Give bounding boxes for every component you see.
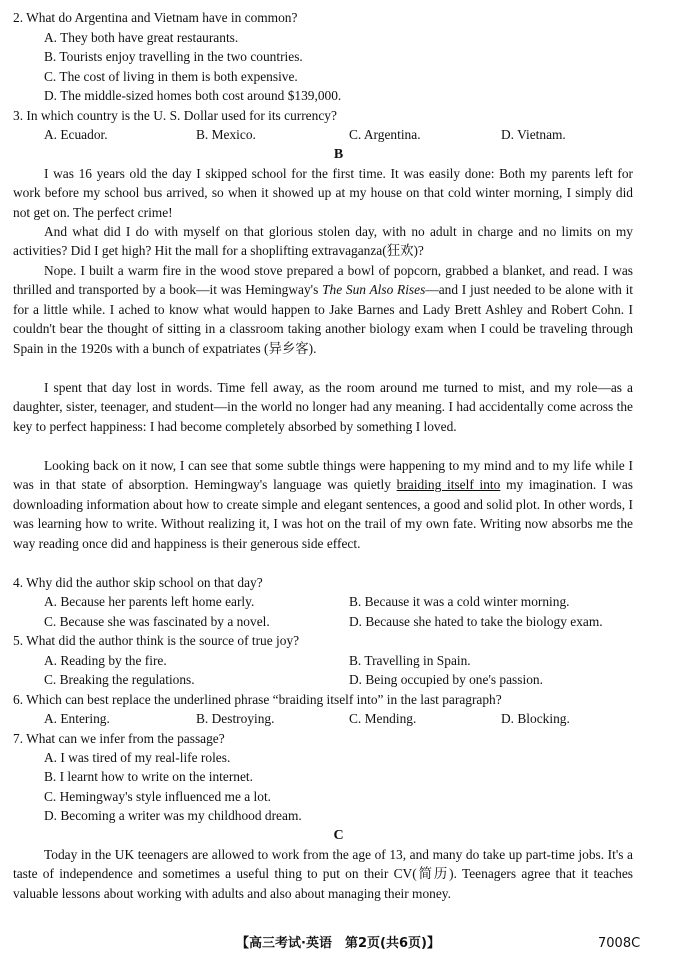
underlined-phrase: braiding itself into (396, 477, 501, 493)
passage-b-paragraph-5 (13, 456, 633, 573)
q4-option-b: B. Because it was a cold winter morning. (349, 594, 570, 609)
q6-option-a: A. Entering. (44, 711, 110, 726)
paragraph-text: And what did I do with myself on that glorious stolen day, with no adult in charge and no limits on my activities? Did I get high? Hit the mall for a shoplifting extravaganza(狂欢)? (13, 224, 633, 259)
passage-b-paragraph-1 (13, 164, 633, 222)
q5-option-a: A. Reading by the fire. (44, 653, 167, 668)
paragraph-text: I spent that day lost in words. Time fell away, as the room around me turned to mist, and my role—as a daughter, sister, teenager, and student—in the world no longer had any meaning. I had accidentally come across the key to perfect happiness: I had become completely absorbed by something I loved. (13, 380, 633, 434)
book-title: The Sun Also Rises (322, 282, 426, 298)
q3-option-a: A. Ecuador. (44, 127, 108, 142)
page-footer-label: 【高三考试·英语 第2页(共6页)】 (236, 936, 440, 951)
q2-option-b: B. Tourists enjoy travelling in the two countries. (44, 49, 303, 64)
q5-option-d: D. Being occupied by one's passion. (349, 672, 543, 687)
q2-option-d: D. The middle-sized homes both cost around $139,000. (44, 88, 342, 103)
passage-b-paragraph-3 (13, 261, 633, 378)
q6-option-c: C. Mending. (349, 711, 417, 726)
q7-option-b: B. I learnt how to write on the internet. (44, 769, 253, 784)
question-6-stem: 6. Which can best replace the underlined phrase “braiding itself into” in the last paragraph? (13, 692, 502, 707)
q4-option-c: C. Because she was fascinated by a novel. (44, 614, 270, 629)
q5-option-b: B. Travelling in Spain. (349, 653, 471, 668)
exam-code: 7008C (598, 936, 641, 951)
q4-option-d: D. Because she hated to take the biology exam. (349, 614, 603, 629)
paragraph-text: Today in the UK teenagers are allowed to work from the age of 13, and many do take up part-time jobs. It's a taste of independence and sometimes a useful thing to put on their CV(简历). Teenagers agree that it teaches valuable lessons about working with adults and also about managing their money. (13, 847, 633, 901)
paragraph-text: I was 16 years old the day I skipped school for the first time. It was easily done: Both my parents left for work before my school bus arrived, so when it showed up at my house on that cold winter morning, I simply did not get on. The perfect crime! (13, 166, 633, 220)
question-7-stem: 7. What can we infer from the passage? (13, 731, 225, 746)
q7-option-a: A. I was tired of my real-life roles. (44, 750, 231, 765)
passage-b-paragraph-4 (13, 378, 633, 456)
question-2-stem: 2. What do Argentina and Vietnam have in common? (13, 10, 298, 25)
question-5-stem: 5. What did the author think is the source of true joy? (13, 633, 300, 648)
q5-option-c: C. Breaking the regulations. (44, 672, 195, 687)
q6-option-d: D. Blocking. (501, 711, 570, 726)
passage-c-paragraph-1 (13, 845, 633, 923)
section-c-heading: C (333, 828, 344, 843)
question-3-stem: 3. In which country is the U. S. Dollar used for its currency? (13, 108, 337, 123)
paragraph-text: Nope. I built a warm fire in the wood stove prepared a bowl of popcorn, grabbed a blanket, and read. I was thrilled and transported by a book—it was Hemingway's The Sun Also Rises—and I just needed to be alone with it for a little while. I ached to know what would happen to Jake Barnes and Lady Brett Ashley and Robert Cohn. I couldn't bear the thought of sitting in a classroom taking another biology exam when I could be traveling through Spain in the 1920s with a bunch of expatriates (异乡客). (13, 263, 634, 356)
q6-option-b: B. Destroying. (196, 711, 275, 726)
paragraph-text: Looking back on it now, I can see that some subtle things were happening to my mind and to my life while I was in that state of absorption. Hemingway's language was quietly braiding itself into my imagination. I was downloading information about how to create simple and elegant sentences, a good and solid plot. In other words, I was learning how to write. Without realizing it, I was hot on the trail of my own fate. Writing now absorbs me the way reading once did and happiness is their generous side effect. (13, 458, 633, 551)
q2-option-c: C. The cost of living in them is both expensive. (44, 69, 298, 84)
q7-option-d: D. Becoming a writer was my childhood dream. (44, 808, 302, 823)
question-4-stem: 4. Why did the author skip school on that day? (13, 575, 263, 590)
q7-option-c: C. Hemingway's style influenced me a lot. (44, 789, 272, 804)
q4-option-a: A. Because her parents left home early. (44, 594, 255, 609)
q3-option-b: B. Mexico. (196, 127, 256, 142)
q2-option-a: A. They both have great restaurants. (44, 30, 239, 45)
q3-option-c: C. Argentina. (349, 127, 421, 142)
section-b-heading: B (333, 147, 344, 162)
passage-b-paragraph-2 (13, 222, 633, 261)
q3-option-d: D. Vietnam. (501, 127, 566, 142)
